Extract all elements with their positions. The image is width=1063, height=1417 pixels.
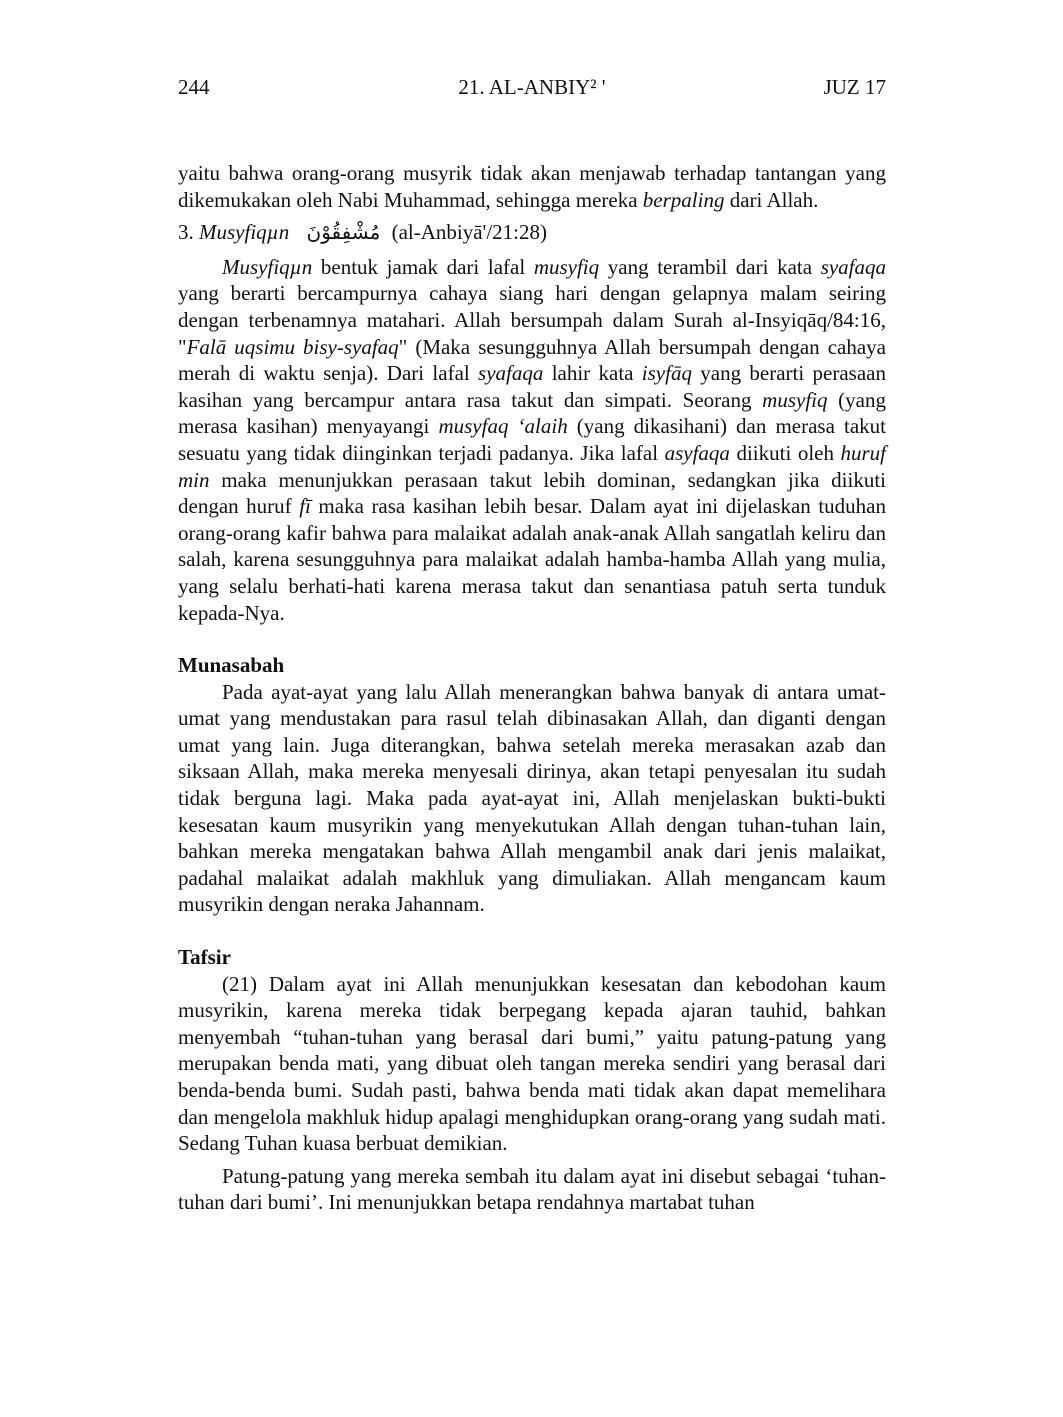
term-arabic: مُشْفِقُوْنَ [306,220,381,245]
term-number: 3. [178,220,194,245]
italic-term: huruf min [178,440,887,492]
chapter-title: 21. AL-ANBIY² ' [458,75,606,99]
text-run: yang berarti bercampurnya cahaya siang hari dengan gelapnya malam seiring dengan terbenamnya matahari. Allah bersumpah dalam Surah al-Insyiqāq/84:16, " [178,281,886,359]
tafsir-paragraph-1: (21) Dalam ayat ini Allah menunjukkan kesesatan dan kebodohan kaum musyrikin, karena mereka tidak berpegang kepada ajaran tauhid, bahkan menyembah “tuhan-tuhan yang berasal dari bumi,” yaitu patung-patung yang merupakan benda mati, yang dibuat oleh tangan mereka sendiri yang berasal dari benda-benda bumi. Sudah pasti, bahwa benda mati tidak akan dapat memelihara dan mengelola makhluk hidup apalagi menghidupkan orang-orang yang sudah mati. Sedang Tuhan kuasa berbuat demikian. [178,971,886,1156]
term-reference: (al-Anbiyā'/21:28) [391,220,547,245]
text-run: yang terambil dari kata [599,254,821,279]
italic-term: syafaqa [820,254,887,279]
term-word: Musyfiqµn [199,220,290,245]
text-run: diikuti oleh [729,440,841,465]
italic-term: Falā uqsimu bisy-syafaq [186,334,399,359]
vocabulary-term [178,219,886,246]
italic-term: musyfiq [533,254,600,279]
munasabah-heading: Munasabah [178,653,285,678]
text-run: (yang merasa kasihan) menyayangi [178,387,886,439]
juz-label: JUZ 17 [823,75,886,99]
page-number: 244 [178,75,210,99]
musyfiqun-paragraph [178,254,886,626]
text-run: yang berarti perasaan kasihan yang bercampur antara rasa takut dan simpati. Seorang [178,361,886,412]
intro-text-end: dari Allah. [724,187,819,212]
text-run: lahir kata [543,361,642,386]
intro-text: yaitu bahwa orang-orang musyrik tidak akan menjawab terhadap tantangan yang dikemukakan oleh Nabi Muhammad, sehingga mereka [178,161,886,212]
text-run: maka rasa kasihan lebih besar. Dalam ayat ini dijelaskan tuduhan orang-orang kafir bahwa para malaikat adalah anak-anak Allah sangatlah keliru dan salah, karena sesungguhnya para malaikat adalah hamba-hamba Allah yang mulia, yang selalu berhati-hati karena merasa takut dan senantiasa patuh serta tunduk kepada-Nya. [178,494,887,625]
intro-italic: berpaling [642,187,725,212]
tafsir-paragraph-2: Patung-patung yang mereka sembah itu dalam ayat ini disebut sebagai ‘tuhan-tuhan dari bumi’. Ini menunjukkan betapa rendahnya martabat tuhan [178,1163,886,1215]
italic-term: syafaqa [478,361,544,386]
page-body [178,160,886,1216]
page-header [178,74,886,102]
text-run: " (Maka sesungguhnya Allah bersumpah dengan cahaya merah di waktu senja). Dari lafal [178,334,886,386]
text-run: maka menunjukkan perasaan takut lebih dominan, sedangkan jika diikuti dengan huruf [178,467,886,519]
text-run: (yang dikasihani) dan merasa takut sesuatu yang tidak diinginkan terjadi padanya. Jika lafal [178,414,886,465]
text-run: bentuk jamak dari lafal [312,254,534,279]
italic-term: musyfiq [762,387,828,412]
italic-term: Musyfiqµn [222,254,313,279]
tafsir-heading: Tafsir [178,945,231,970]
italic-term: musyfaq ‘alaih [438,414,568,439]
italic-term: isyfāq [641,361,692,386]
munasabah-paragraph: Pada ayat-ayat yang lalu Allah menerangkan bahwa banyak di antara umat-umat yang mendustakan para rasul telah dibinasakan Allah, dan diganti dengan umat yang lain. Juga diterangkan, bahwa setelah mereka merasakan azab dan siksaan Allah, maka mereka menyesali dirinya, akan tetapi penyesalan itu sudah tidak berguna lagi. Maka pada ayat-ayat ini, Allah menjelaskan bukti-bukti kesesatan kaum musyrikin yang menyekutukan Allah dengan tuhan-tuhan lain, bahkan mereka mengatakan bahwa Allah mengambil anak dari jenis malaikat, padahal malaikat adalah makhluk yang dimuliakan. Allah mengancam kaum musyrikin dengan neraka Jahannam. [178,679,886,917]
intro-paragraph [178,160,886,213]
italic-term: asyfaqa [664,440,730,465]
italic-term: fī [299,494,311,519]
